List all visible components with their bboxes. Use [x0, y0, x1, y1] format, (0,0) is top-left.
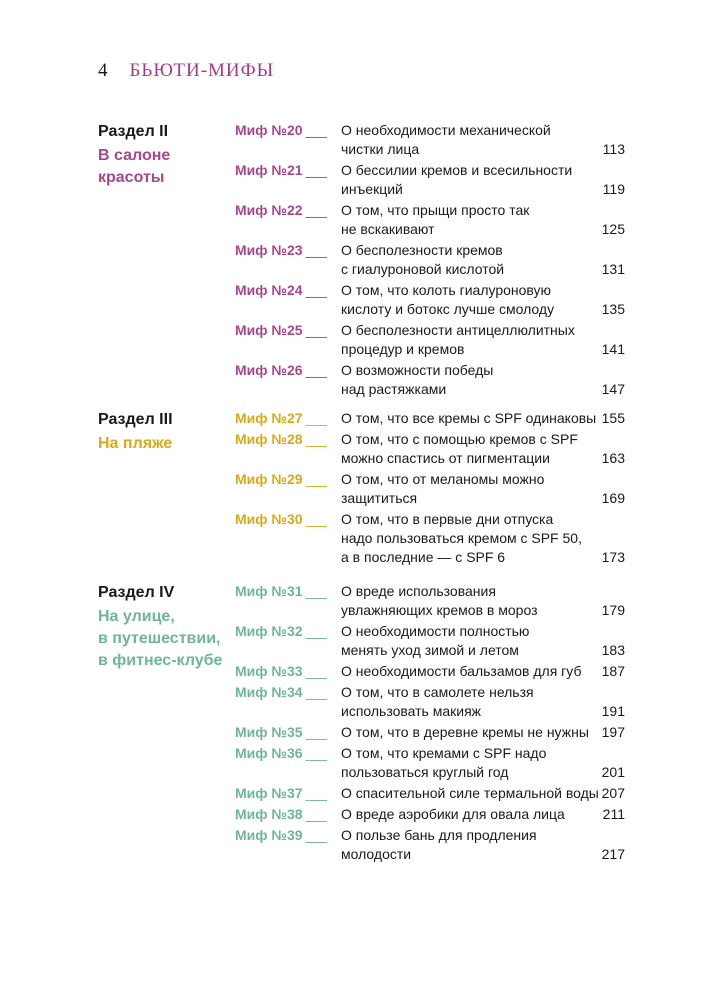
description-line: не вскакивают: [341, 221, 435, 237]
section-heading: [98, 409, 233, 455]
leader-dash: ___: [305, 322, 326, 338]
leader-dash: ___: [305, 122, 326, 138]
page-ref: 135: [601, 301, 625, 317]
entry-description: [341, 161, 591, 199]
entry-description: [341, 784, 599, 803]
description-line: а в последние — с SPF 6: [341, 549, 506, 565]
toc-entry[interactable]: [235, 784, 625, 803]
myth-label: Миф №22: [235, 202, 303, 218]
toc-entry[interactable]: [235, 201, 625, 239]
myth-label: Миф №29: [235, 471, 303, 487]
entry-description: [341, 430, 591, 468]
myth-number: [235, 201, 326, 220]
page-ref: 217: [601, 846, 625, 862]
toc-entry[interactable]: [235, 241, 625, 279]
description-line: О том, что в первые дни отпуска: [341, 511, 554, 527]
entry-description: [341, 744, 591, 782]
myth-number: [235, 470, 326, 489]
myth-label: Миф №32: [235, 623, 303, 639]
description-line: О том, что в деревне кремы не нужны: [341, 724, 589, 740]
leader-dash: ___: [305, 623, 326, 639]
entry-description: [341, 361, 591, 399]
entry-description: [341, 805, 591, 824]
myth-label: Миф №27: [235, 410, 303, 426]
description-line: О пользе бань для продления: [341, 827, 537, 843]
myth-label: Миф №21: [235, 162, 303, 178]
toc-entry[interactable]: [235, 510, 625, 567]
description-line: О бесполезности антицеллюлитных: [341, 322, 575, 338]
myth-label: Миф №38: [235, 806, 303, 822]
myth-label: Миф №20: [235, 122, 303, 138]
description-line: О том, что от меланомы можно: [341, 471, 545, 487]
entry-description: [341, 409, 597, 428]
myth-label: Миф №26: [235, 362, 303, 378]
myth-number: [235, 321, 326, 340]
entry-description: [341, 582, 591, 620]
page-ref: 187: [601, 663, 625, 679]
description-line: надо пользоваться кремом с SPF 50,: [341, 530, 582, 546]
entry-list: [235, 582, 625, 866]
leader-dash: ___: [305, 362, 326, 378]
leader-dash: ___: [305, 431, 326, 447]
section-heading: [98, 582, 233, 672]
entry-description: [341, 241, 591, 279]
entry-description: [341, 662, 591, 681]
leader-dash: ___: [305, 583, 326, 599]
page-ref: 201: [601, 764, 625, 780]
section-title-line: красоты: [98, 169, 165, 186]
toc-entry[interactable]: [235, 409, 625, 428]
section-title: [98, 433, 233, 455]
description-line: с гиалуроновой кислотой: [341, 261, 505, 277]
section-label: Раздел IV: [98, 584, 175, 601]
leader-dash: ___: [305, 410, 326, 426]
section-title-line: На пляже: [98, 435, 173, 452]
leader-dash: ___: [305, 282, 326, 298]
page-ref: 163: [601, 450, 625, 466]
section-title: [98, 145, 233, 189]
page-ref: 113: [602, 141, 625, 157]
myth-label: Миф №34: [235, 684, 303, 700]
myth-label: Миф №35: [235, 724, 303, 740]
entry-description: [341, 201, 591, 239]
entry-description: [341, 723, 591, 742]
myth-label: Миф №28: [235, 431, 303, 447]
description-line: использовать макияж: [341, 703, 482, 719]
myth-number: [235, 723, 326, 742]
section-title-line: в путешествии,: [98, 630, 221, 647]
leader-dash: ___: [305, 745, 326, 761]
description-line: можно спастись от пигментации: [341, 450, 550, 466]
description-line: чистки лица: [341, 141, 420, 157]
entry-description: [341, 510, 591, 567]
description-line: кислоту и ботокс лучше смолоду: [341, 301, 555, 317]
leader-dash: ___: [305, 242, 326, 258]
description-line: О том, что все кремы с SPF одинаковы: [341, 410, 597, 426]
myth-label: Миф №39: [235, 827, 303, 843]
description-line: инъекций: [341, 181, 403, 197]
myth-label: Миф №33: [235, 663, 303, 679]
page-ref: 155: [601, 410, 625, 426]
myth-label: Миф №36: [235, 745, 303, 761]
description-line: О необходимости механической: [341, 122, 551, 138]
description-line: процедур и кремов: [341, 341, 465, 357]
toc-entry[interactable]: [235, 622, 625, 660]
page-ref: 197: [601, 724, 625, 740]
entry-description: [341, 470, 591, 508]
myth-number: [235, 662, 326, 681]
description-line: О том, что кремами с SPF надо: [341, 745, 547, 761]
toc-entry[interactable]: [235, 723, 625, 742]
myth-number: [235, 744, 326, 763]
entry-description: [341, 683, 591, 721]
entry-description: [341, 281, 591, 319]
entry-description: [341, 622, 591, 660]
description-line: защититься: [341, 490, 418, 506]
page-ref: 169: [601, 490, 625, 506]
myth-number: [235, 161, 326, 180]
myth-number: [235, 281, 326, 300]
myth-number: [235, 241, 326, 260]
running-title: БЬЮТИ-МИФЫ: [129, 60, 275, 81]
myth-number: [235, 582, 326, 601]
leader-dash: ___: [305, 162, 326, 178]
description-line: О спасительной силе термальной воды: [341, 785, 599, 801]
myth-number: [235, 805, 326, 824]
myth-label: Миф №25: [235, 322, 303, 338]
toc-entry[interactable]: [235, 582, 625, 620]
myth-label: Миф №37: [235, 785, 303, 801]
toc-entry[interactable]: [235, 826, 625, 864]
description-line: О том, что прыщи просто так: [341, 202, 530, 218]
toc-entry[interactable]: [235, 805, 625, 824]
leader-dash: ___: [305, 202, 326, 218]
page-number: 4: [98, 60, 108, 81]
leader-dash: ___: [305, 663, 326, 679]
leader-dash: ___: [305, 724, 326, 740]
myth-number: [235, 121, 326, 140]
leader-dash: ___: [305, 785, 326, 801]
entry-list: [235, 121, 625, 401]
description-line: О том, что с помощью кремов с SPF: [341, 431, 578, 447]
myth-number: [235, 361, 326, 380]
toc-entry[interactable]: [235, 281, 625, 319]
page-ref: 207: [601, 785, 625, 801]
description-line: О том, что в самолете нельзя: [341, 684, 534, 700]
toc-entry[interactable]: [235, 121, 625, 159]
description-line: молодости: [341, 846, 412, 862]
myth-label: Миф №23: [235, 242, 303, 258]
page-ref: 173: [601, 549, 625, 565]
toc-entry[interactable]: [235, 361, 625, 399]
page-ref: 141: [601, 341, 625, 357]
description-line: пользоваться круглый год: [341, 764, 509, 780]
running-header: [98, 60, 274, 82]
myth-label: Миф №24: [235, 282, 303, 298]
toc-entry[interactable]: [235, 470, 625, 508]
leader-dash: ___: [305, 806, 326, 822]
entry-description: [341, 121, 591, 159]
toc-entry[interactable]: [235, 662, 625, 681]
description-line: О вреде аэробики для овала лица: [341, 806, 565, 822]
description-line: О том, что колоть гиалуроновую: [341, 282, 552, 298]
section-title-line: В салоне: [98, 147, 171, 164]
description-line: О бесполезности кремов: [341, 242, 503, 258]
entry-description: [341, 321, 591, 359]
description-line: увлажняющих кремов в мороз: [341, 602, 538, 618]
section-heading: [98, 121, 233, 189]
myth-number: [235, 784, 326, 803]
description-line: О необходимости полностью: [341, 623, 530, 639]
toc-entry[interactable]: [235, 683, 625, 721]
section-label: Раздел II: [98, 123, 169, 140]
section-title-line: в фитнес-клубе: [98, 652, 223, 669]
leader-dash: ___: [305, 827, 326, 843]
description-line: над растяжками: [341, 381, 447, 397]
page-ref: 179: [601, 602, 625, 618]
entry-list: [235, 409, 625, 569]
myth-number: [235, 510, 326, 529]
myth-number: [235, 409, 326, 428]
description-line: О вреде использования: [341, 583, 496, 599]
description-line: менять уход зимой и летом: [341, 642, 519, 658]
description-line: О необходимости бальзамов для губ: [341, 663, 582, 679]
myth-label: Миф №30: [235, 511, 303, 527]
myth-number: [235, 826, 326, 845]
section-title-line: На улице,: [98, 608, 175, 625]
section-label: Раздел III: [98, 411, 173, 428]
description-line: О бессилии кремов и всесильности: [341, 162, 573, 178]
page-ref: 125: [601, 221, 625, 237]
toc-entry[interactable]: [235, 321, 625, 359]
page-ref: 147: [601, 381, 625, 397]
page-ref: 131: [601, 261, 625, 277]
toc-entry[interactable]: [235, 430, 625, 468]
leader-dash: ___: [305, 511, 326, 527]
leader-dash: ___: [305, 471, 326, 487]
toc-entry[interactable]: [235, 744, 625, 782]
page-ref: 211: [602, 806, 625, 822]
myth-number: [235, 430, 326, 449]
section-title: [98, 606, 233, 672]
page-ref: 191: [601, 703, 625, 719]
page-ref: 119: [602, 181, 625, 197]
entry-description: [341, 826, 591, 864]
myth-label: Миф №31: [235, 583, 303, 599]
myth-number: [235, 683, 326, 702]
page-ref: 183: [601, 642, 625, 658]
description-line: О возможности победы: [341, 362, 494, 378]
myth-number: [235, 622, 326, 641]
leader-dash: ___: [305, 684, 326, 700]
toc-entry[interactable]: [235, 161, 625, 199]
